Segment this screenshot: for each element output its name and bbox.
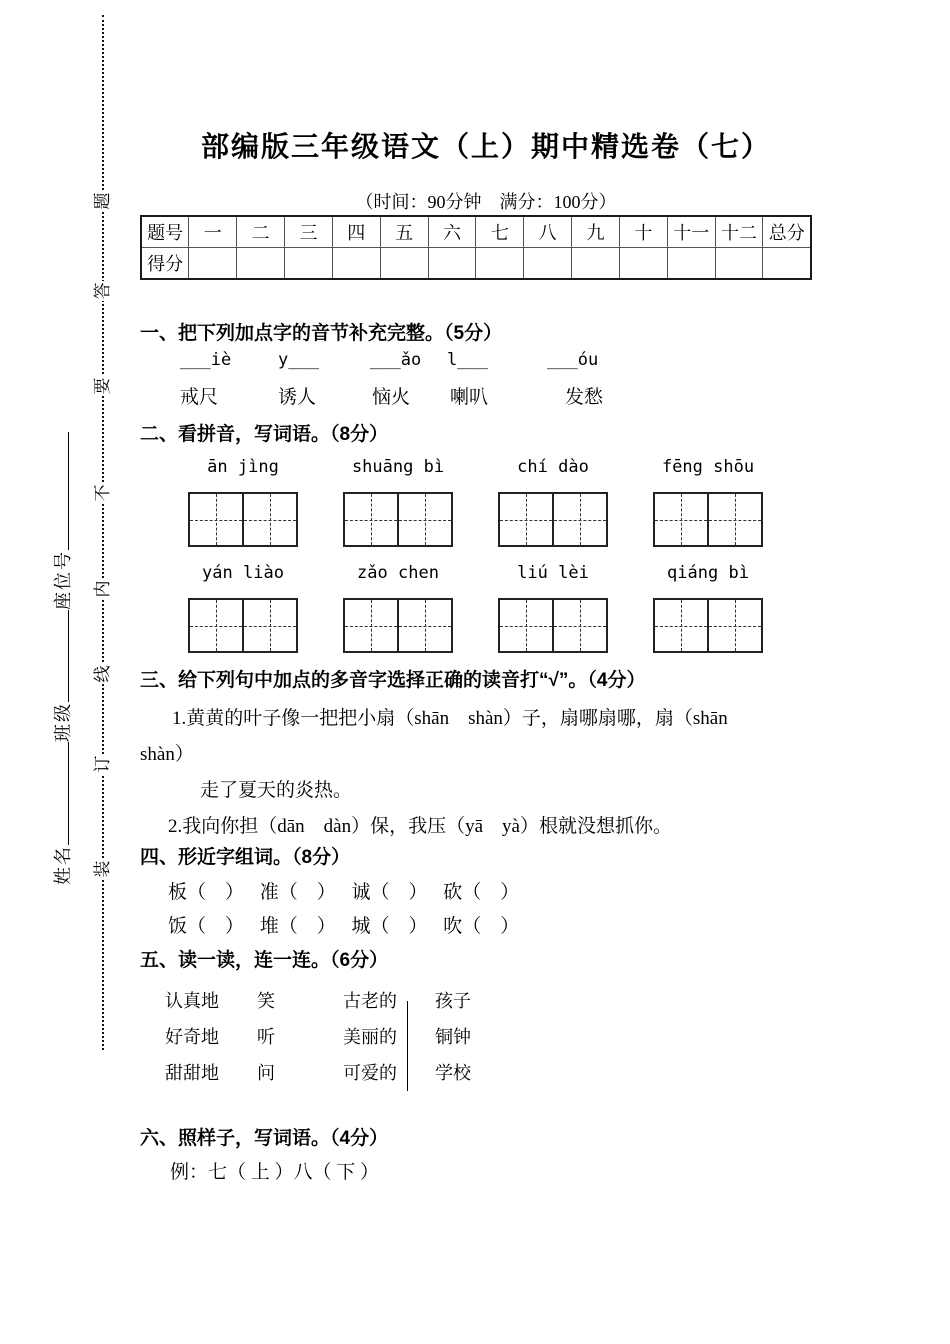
section1-words xyxy=(140,382,832,406)
writing-grid[interactable] xyxy=(188,598,298,653)
grid-cell[interactable] xyxy=(500,600,552,651)
col-header: 总分 xyxy=(763,216,811,248)
col-header: 六 xyxy=(428,216,476,248)
grid-cell[interactable] xyxy=(500,494,552,545)
score-cell[interactable] xyxy=(619,248,667,280)
pinyin-row-1 xyxy=(140,457,832,479)
col-header: 八 xyxy=(524,216,572,248)
binding-char: 线 xyxy=(93,665,112,683)
match-item[interactable]: 听 xyxy=(257,1027,275,1047)
word-blank[interactable]: 诚（ ） xyxy=(351,882,428,903)
col-header: 九 xyxy=(572,216,620,248)
word: 发愁 xyxy=(565,387,604,408)
word: 戒尺 xyxy=(180,387,219,408)
syllable-blank[interactable]: ___óu xyxy=(547,350,599,370)
match-divider-line xyxy=(407,1001,408,1091)
score-cell[interactable] xyxy=(237,248,285,280)
match-item[interactable]: 可爱的 xyxy=(343,1063,397,1083)
grid-cell[interactable] xyxy=(552,600,606,651)
pinyin: yán liào xyxy=(202,563,284,583)
score-cell[interactable] xyxy=(763,248,811,280)
grid-cell[interactable] xyxy=(242,600,296,651)
word-blank[interactable]: 板（ ） xyxy=(168,882,245,903)
dashed-guide xyxy=(554,520,606,521)
binding-dotted-line xyxy=(102,15,104,1050)
pinyin: qiáng bì xyxy=(667,563,749,583)
match-item[interactable]: 学校 xyxy=(435,1063,471,1083)
score-table xyxy=(140,215,812,280)
match-item[interactable]: 问 xyxy=(257,1063,275,1083)
grid-cell[interactable] xyxy=(345,600,397,651)
name-blank[interactable] xyxy=(51,742,69,845)
score-cell[interactable] xyxy=(715,248,763,280)
match-item[interactable]: 好奇地 xyxy=(165,1027,219,1047)
section5-heading: 五、读一读，连一连。（6分） xyxy=(140,950,389,971)
word-blank[interactable]: 堆（ ） xyxy=(259,916,336,937)
col-header: 七 xyxy=(476,216,524,248)
grid-cell[interactable] xyxy=(707,600,761,651)
seat-blank[interactable] xyxy=(51,432,69,550)
word-blank[interactable]: 准（ ） xyxy=(259,882,336,903)
col-header: 四 xyxy=(332,216,380,248)
match-item[interactable]: 古老的 xyxy=(343,991,397,1011)
grid-cell[interactable] xyxy=(397,494,451,545)
word-blank[interactable]: 饭（ ） xyxy=(168,916,245,937)
sentence-line: 2.我向你担（dān dàn）保，我压（yā yà）根就没想抓你。 xyxy=(168,816,672,837)
word-blank[interactable]: 吹（ ） xyxy=(443,916,520,937)
grid-cell[interactable] xyxy=(345,494,397,545)
dashed-guide xyxy=(655,626,707,627)
dashed-guide xyxy=(500,626,552,627)
writing-grid[interactable] xyxy=(343,492,453,547)
class-blank[interactable] xyxy=(51,610,69,702)
pinyin-row-2 xyxy=(140,563,832,585)
binding-line-strip xyxy=(93,15,113,1050)
syllable-blank[interactable]: ___iè xyxy=(180,350,232,370)
col-header: 三 xyxy=(285,216,333,248)
score-cell[interactable] xyxy=(285,248,333,280)
word-blank[interactable]: 城（ ） xyxy=(351,916,428,937)
dashed-guide xyxy=(345,626,397,627)
section4-row-2 xyxy=(140,913,832,941)
writing-grid[interactable] xyxy=(653,598,763,653)
pinyin: shuāng bì xyxy=(351,457,445,477)
grid-cell[interactable] xyxy=(655,600,707,651)
writing-grid[interactable] xyxy=(653,492,763,547)
dashed-guide xyxy=(709,626,761,627)
section2-heading: 二、看拼音，写词语。（8分） xyxy=(140,424,389,445)
grid-cell[interactable] xyxy=(242,494,296,545)
match-item[interactable]: 铜钟 xyxy=(435,1027,471,1047)
seat-label: 座位号 xyxy=(53,550,73,610)
col-header: 十二 xyxy=(715,216,763,248)
score-cell[interactable] xyxy=(667,248,715,280)
col-header: 一 xyxy=(189,216,237,248)
match-item[interactable]: 美丽的 xyxy=(343,1027,397,1047)
section6-heading: 六、照样子，写词语。（4分） xyxy=(140,1128,389,1149)
pinyin: chí dào xyxy=(517,457,589,477)
dashed-guide xyxy=(399,520,451,521)
word: 喇叭 xyxy=(450,387,489,408)
dashed-guide xyxy=(554,626,606,627)
score-cell[interactable] xyxy=(189,248,237,280)
dashed-guide xyxy=(655,520,707,521)
section6-example: 例：七（ 上 ）八（ 下 ） xyxy=(170,1162,380,1183)
dashed-guide xyxy=(244,626,296,627)
score-cell[interactable] xyxy=(332,248,380,280)
match-item[interactable]: 甜甜地 xyxy=(165,1063,219,1083)
binding-char: 订 xyxy=(93,755,112,773)
match-item[interactable]: 笑 xyxy=(257,991,275,1011)
sentence-line: shàn） xyxy=(140,744,194,765)
syllable-blank[interactable]: y___ xyxy=(278,350,319,370)
class-label: 班级 xyxy=(53,702,73,742)
pinyin: ān jìng xyxy=(207,457,279,477)
section1-syllables xyxy=(140,350,832,374)
dashed-guide xyxy=(399,626,451,627)
col-header: 十一 xyxy=(667,216,715,248)
writing-grid[interactable] xyxy=(343,598,453,653)
match-item[interactable]: 孩子 xyxy=(435,991,471,1011)
score-cell[interactable] xyxy=(380,248,428,280)
section4-row-1 xyxy=(140,879,832,907)
score-table-header-row xyxy=(141,216,811,248)
matching-exercise xyxy=(140,983,832,1091)
score-cell[interactable] xyxy=(524,248,572,280)
name-label: 姓名 xyxy=(53,845,73,885)
dashed-guide xyxy=(244,520,296,521)
binding-char: 内 xyxy=(93,580,112,598)
word: 诱人 xyxy=(278,387,317,408)
binding-char: 答 xyxy=(93,282,112,300)
section3-heading: 三、给下列句中加点的多音字选择正确的读音打“√”。（4分） xyxy=(140,670,646,691)
score-row-label: 得分 xyxy=(141,248,189,280)
grid-cell[interactable] xyxy=(655,494,707,545)
sentence-line: 1.黄黄的叶子像一把把小扇（shān shàn）子，扇哪扇哪，扇（shān xyxy=(172,708,728,729)
match-item[interactable]: 认真地 xyxy=(165,991,219,1011)
writing-grid[interactable] xyxy=(498,598,608,653)
col-header: 十 xyxy=(619,216,667,248)
score-cell[interactable] xyxy=(476,248,524,280)
writing-grid-row-1 xyxy=(140,492,832,547)
section3-paragraph xyxy=(140,701,832,845)
word: 恼火 xyxy=(372,387,411,408)
writing-grid-row-2 xyxy=(140,598,832,653)
score-cell[interactable] xyxy=(572,248,620,280)
main-content xyxy=(140,130,832,1185)
pinyin: zǎo chen xyxy=(357,563,439,583)
syllable-blank[interactable]: l___ xyxy=(447,350,488,370)
grid-cell[interactable] xyxy=(190,600,242,651)
score-cell[interactable] xyxy=(428,248,476,280)
pinyin: fēng shōu xyxy=(661,457,755,477)
binding-char: 装 xyxy=(93,860,112,878)
binding-char: 要 xyxy=(93,377,112,395)
binding-margin-fields xyxy=(49,325,75,885)
score-table-score-row xyxy=(141,248,811,280)
dashed-guide xyxy=(190,520,242,521)
exam-meta: （时间：90分钟 满分：100分） xyxy=(355,192,617,212)
grid-cell[interactable] xyxy=(707,494,761,545)
col-header: 五 xyxy=(380,216,428,248)
writing-grid[interactable] xyxy=(188,492,298,547)
syllable-blank[interactable]: ___ǎo xyxy=(370,350,422,370)
col-header: 二 xyxy=(237,216,285,248)
dashed-guide xyxy=(500,520,552,521)
word-blank[interactable]: 砍（ ） xyxy=(443,882,520,903)
writing-grid[interactable] xyxy=(498,492,608,547)
match-row xyxy=(140,1019,832,1055)
corner-cell: 题号 xyxy=(141,216,189,248)
dashed-guide xyxy=(709,520,761,521)
grid-cell[interactable] xyxy=(190,494,242,545)
pinyin: liú lèi xyxy=(517,563,589,583)
grid-cell[interactable] xyxy=(552,494,606,545)
section4-heading: 四、形近字组词。（8分） xyxy=(140,847,351,868)
grid-cell[interactable] xyxy=(397,600,451,651)
sentence-line: 走了夏天的炎热。 xyxy=(200,780,353,801)
page-title: 部编版三年级语文（上）期中精选卷（七） xyxy=(200,131,771,162)
binding-char: 题 xyxy=(93,192,112,210)
dashed-guide xyxy=(345,520,397,521)
match-row xyxy=(140,983,832,1019)
dashed-guide xyxy=(190,626,242,627)
match-row xyxy=(140,1055,832,1091)
section1-heading: 一、把下列加点字的音节补充完整。（5分） xyxy=(140,323,503,344)
binding-char: 不 xyxy=(93,484,112,502)
